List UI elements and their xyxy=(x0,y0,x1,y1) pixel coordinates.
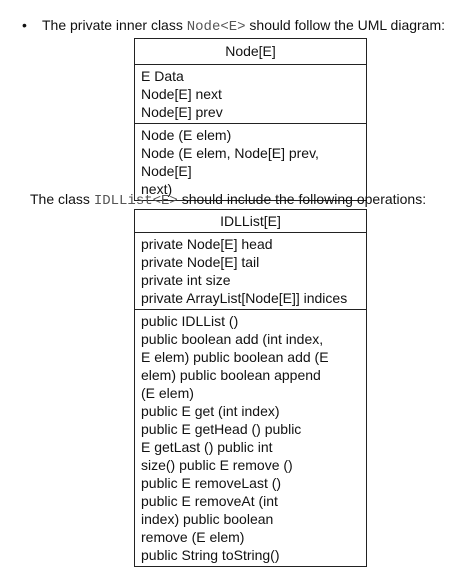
idllist-field: private Node[E] head xyxy=(141,236,273,252)
idllist-uml-fields xyxy=(135,232,366,309)
idllist-field: private Node[E] tail xyxy=(141,254,260,270)
node-uml-fields xyxy=(135,64,366,123)
intro-line xyxy=(22,16,445,36)
idllist-method: public IDLList () xyxy=(141,313,239,329)
node-field: Node[E] next xyxy=(141,86,222,102)
idllist-uml-diagram xyxy=(134,209,367,567)
operations-line xyxy=(30,190,426,210)
node-method: Node (E elem, Node[E] prev, Node[E] xyxy=(141,145,319,179)
idllist-method: public E removeAt (int xyxy=(141,493,278,509)
node-method: next) xyxy=(141,181,173,197)
idllist-method: public E get (int index) xyxy=(141,403,280,419)
idllist-field: private int size xyxy=(141,272,231,288)
node-field: Node[E] prev xyxy=(141,104,223,120)
node-method: Node (E elem) xyxy=(141,127,232,143)
idllist-method: E elem) public boolean add (E xyxy=(141,349,329,365)
idllist-class-code: IDLList<E> xyxy=(93,193,178,209)
node-uml-diagram xyxy=(134,38,367,201)
idllist-method: index) public boolean xyxy=(141,511,274,527)
node-uml-methods xyxy=(135,123,366,200)
idllist-method: E getLast () public int xyxy=(141,439,273,455)
bullet-icon: • xyxy=(22,17,27,33)
idllist-method: public boolean add (int index, xyxy=(141,331,324,347)
idllist-method: remove (E elem) xyxy=(141,529,245,545)
node-class-code: Node<E> xyxy=(186,19,246,35)
idllist-method: public E removeLast () xyxy=(141,475,282,491)
node-field: E Data xyxy=(141,68,184,84)
intro-prefix: The private inner class xyxy=(42,17,187,33)
idllist-uml-methods xyxy=(135,309,366,566)
idllist-uml-title: IDLList[E] xyxy=(220,213,281,229)
idllist-method: size() public E remove () xyxy=(141,457,293,473)
ops-suffix: should include the following operations: xyxy=(177,191,427,207)
idllist-field: private ArrayList[Node[E]] indices xyxy=(141,290,348,306)
idllist-method: public String toString() xyxy=(141,547,280,563)
node-uml-title: Node[E] xyxy=(225,43,276,59)
idllist-method: (E elem) xyxy=(141,385,194,401)
ops-prefix: The class xyxy=(30,191,94,207)
idllist-method: public E getHead () public xyxy=(141,421,302,437)
idllist-method: elem) public boolean append xyxy=(141,367,321,383)
intro-suffix: should follow the UML diagram: xyxy=(245,17,446,33)
